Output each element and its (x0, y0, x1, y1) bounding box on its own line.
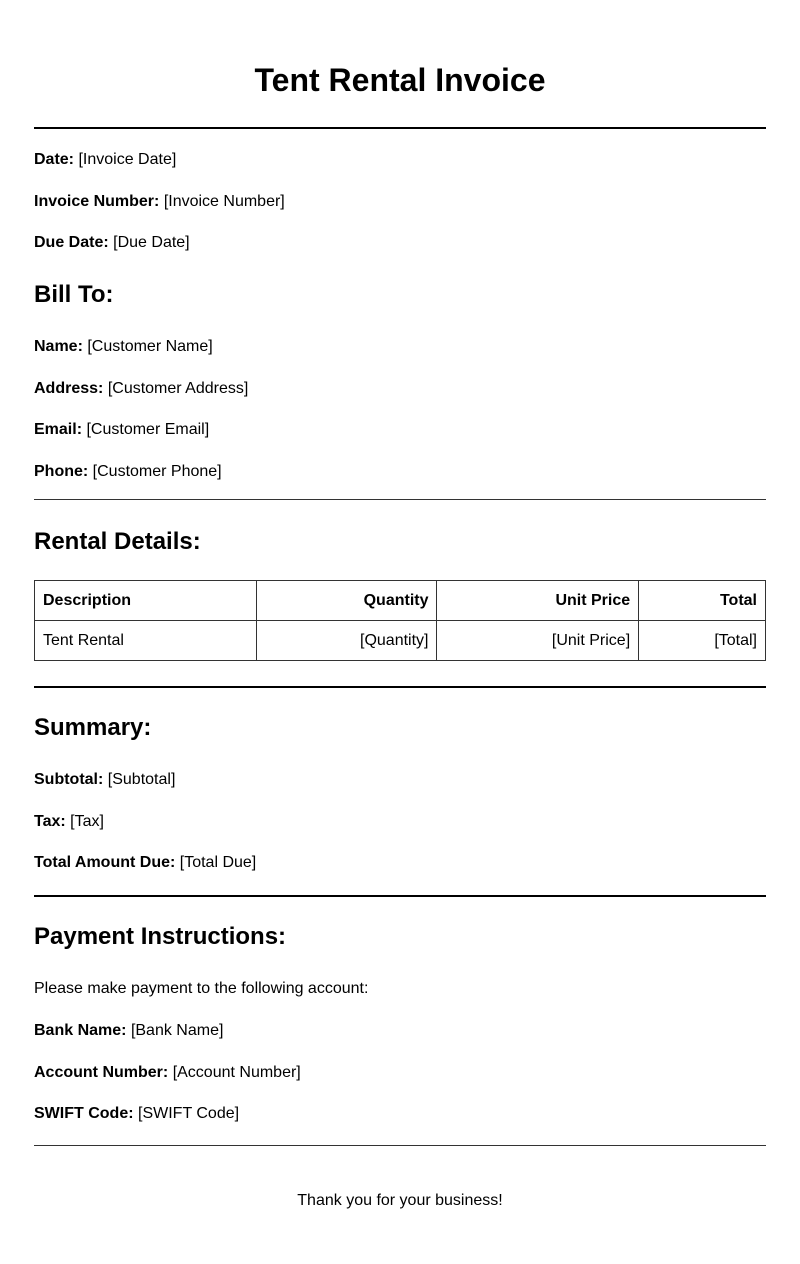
invoice-date-value: [Invoice Date] (78, 151, 177, 168)
due-date-value: [Due Date] (113, 234, 190, 251)
account-number-label: Account Number: (34, 1064, 169, 1081)
table-header-row (35, 581, 766, 621)
divider (34, 499, 766, 500)
column-header-description: Description (35, 581, 257, 621)
customer-name (34, 337, 213, 357)
footer-thanks: Thank you for your business! (297, 1192, 503, 1209)
bill-to-heading: Bill To: (34, 281, 114, 308)
payment-instructions-heading: Payment Instructions: (34, 923, 287, 950)
account-number-value: [Account Number] (172, 1064, 301, 1081)
subtotal-label: Subtotal: (34, 771, 104, 788)
rental-details-table (34, 580, 766, 661)
bank-name-value: [Bank Name] (130, 1022, 224, 1039)
due-date-label: Due Date: (34, 234, 109, 251)
subtotal (34, 770, 175, 790)
divider (34, 895, 766, 897)
invoice-number-label: Invoice Number: (34, 193, 160, 210)
invoice-number-value: [Invoice Number] (163, 193, 285, 210)
swift-code-value: [SWIFT Code] (138, 1105, 240, 1122)
subtotal-value: [Subtotal] (107, 771, 176, 788)
swift-code (34, 1104, 239, 1124)
due-date (34, 233, 190, 253)
column-header-total: Total (639, 581, 766, 621)
customer-address-value: [Customer Address] (107, 380, 249, 397)
customer-name-value: [Customer Name] (87, 338, 213, 355)
invoice-date-label: Date: (34, 151, 75, 168)
column-header-unit-price: Unit Price (437, 581, 639, 621)
customer-name-label: Name: (34, 338, 83, 355)
total-amount-due-label: Total Amount Due: (34, 854, 176, 871)
payment-intro: Please make payment to the following account: (34, 980, 369, 997)
tax-label: Tax: (34, 813, 66, 830)
tax (34, 812, 104, 832)
customer-email-value: [Customer Email] (86, 421, 210, 438)
cell-total: [Total] (639, 621, 766, 661)
customer-address (34, 379, 248, 399)
customer-phone-label: Phone: (34, 463, 89, 480)
total-amount-due (34, 853, 256, 873)
customer-email (34, 420, 209, 440)
cell-description: Tent Rental (35, 621, 257, 661)
invoice-date (34, 150, 176, 170)
summary-heading: Summary: (34, 714, 152, 741)
bank-name (34, 1021, 223, 1041)
bank-name-label: Bank Name: (34, 1022, 127, 1039)
divider (34, 1145, 766, 1146)
customer-phone-value: [Customer Phone] (92, 463, 222, 480)
cell-unit-price: [Unit Price] (437, 621, 639, 661)
rental-details-heading: Rental Details: (34, 528, 201, 555)
invoice-number (34, 192, 285, 212)
divider (34, 127, 766, 129)
cell-quantity: [Quantity] (256, 621, 437, 661)
customer-phone (34, 462, 222, 482)
column-header-quantity: Quantity (256, 581, 437, 621)
page-title: Tent Rental Invoice (254, 62, 546, 98)
divider (34, 686, 766, 688)
account-number (34, 1063, 301, 1083)
tax-value: [Tax] (70, 813, 104, 830)
total-amount-due-value: [Total Due] (179, 854, 257, 871)
table-row (35, 621, 766, 661)
customer-address-label: Address: (34, 380, 104, 397)
swift-code-label: SWIFT Code: (34, 1105, 134, 1122)
customer-email-label: Email: (34, 421, 83, 438)
